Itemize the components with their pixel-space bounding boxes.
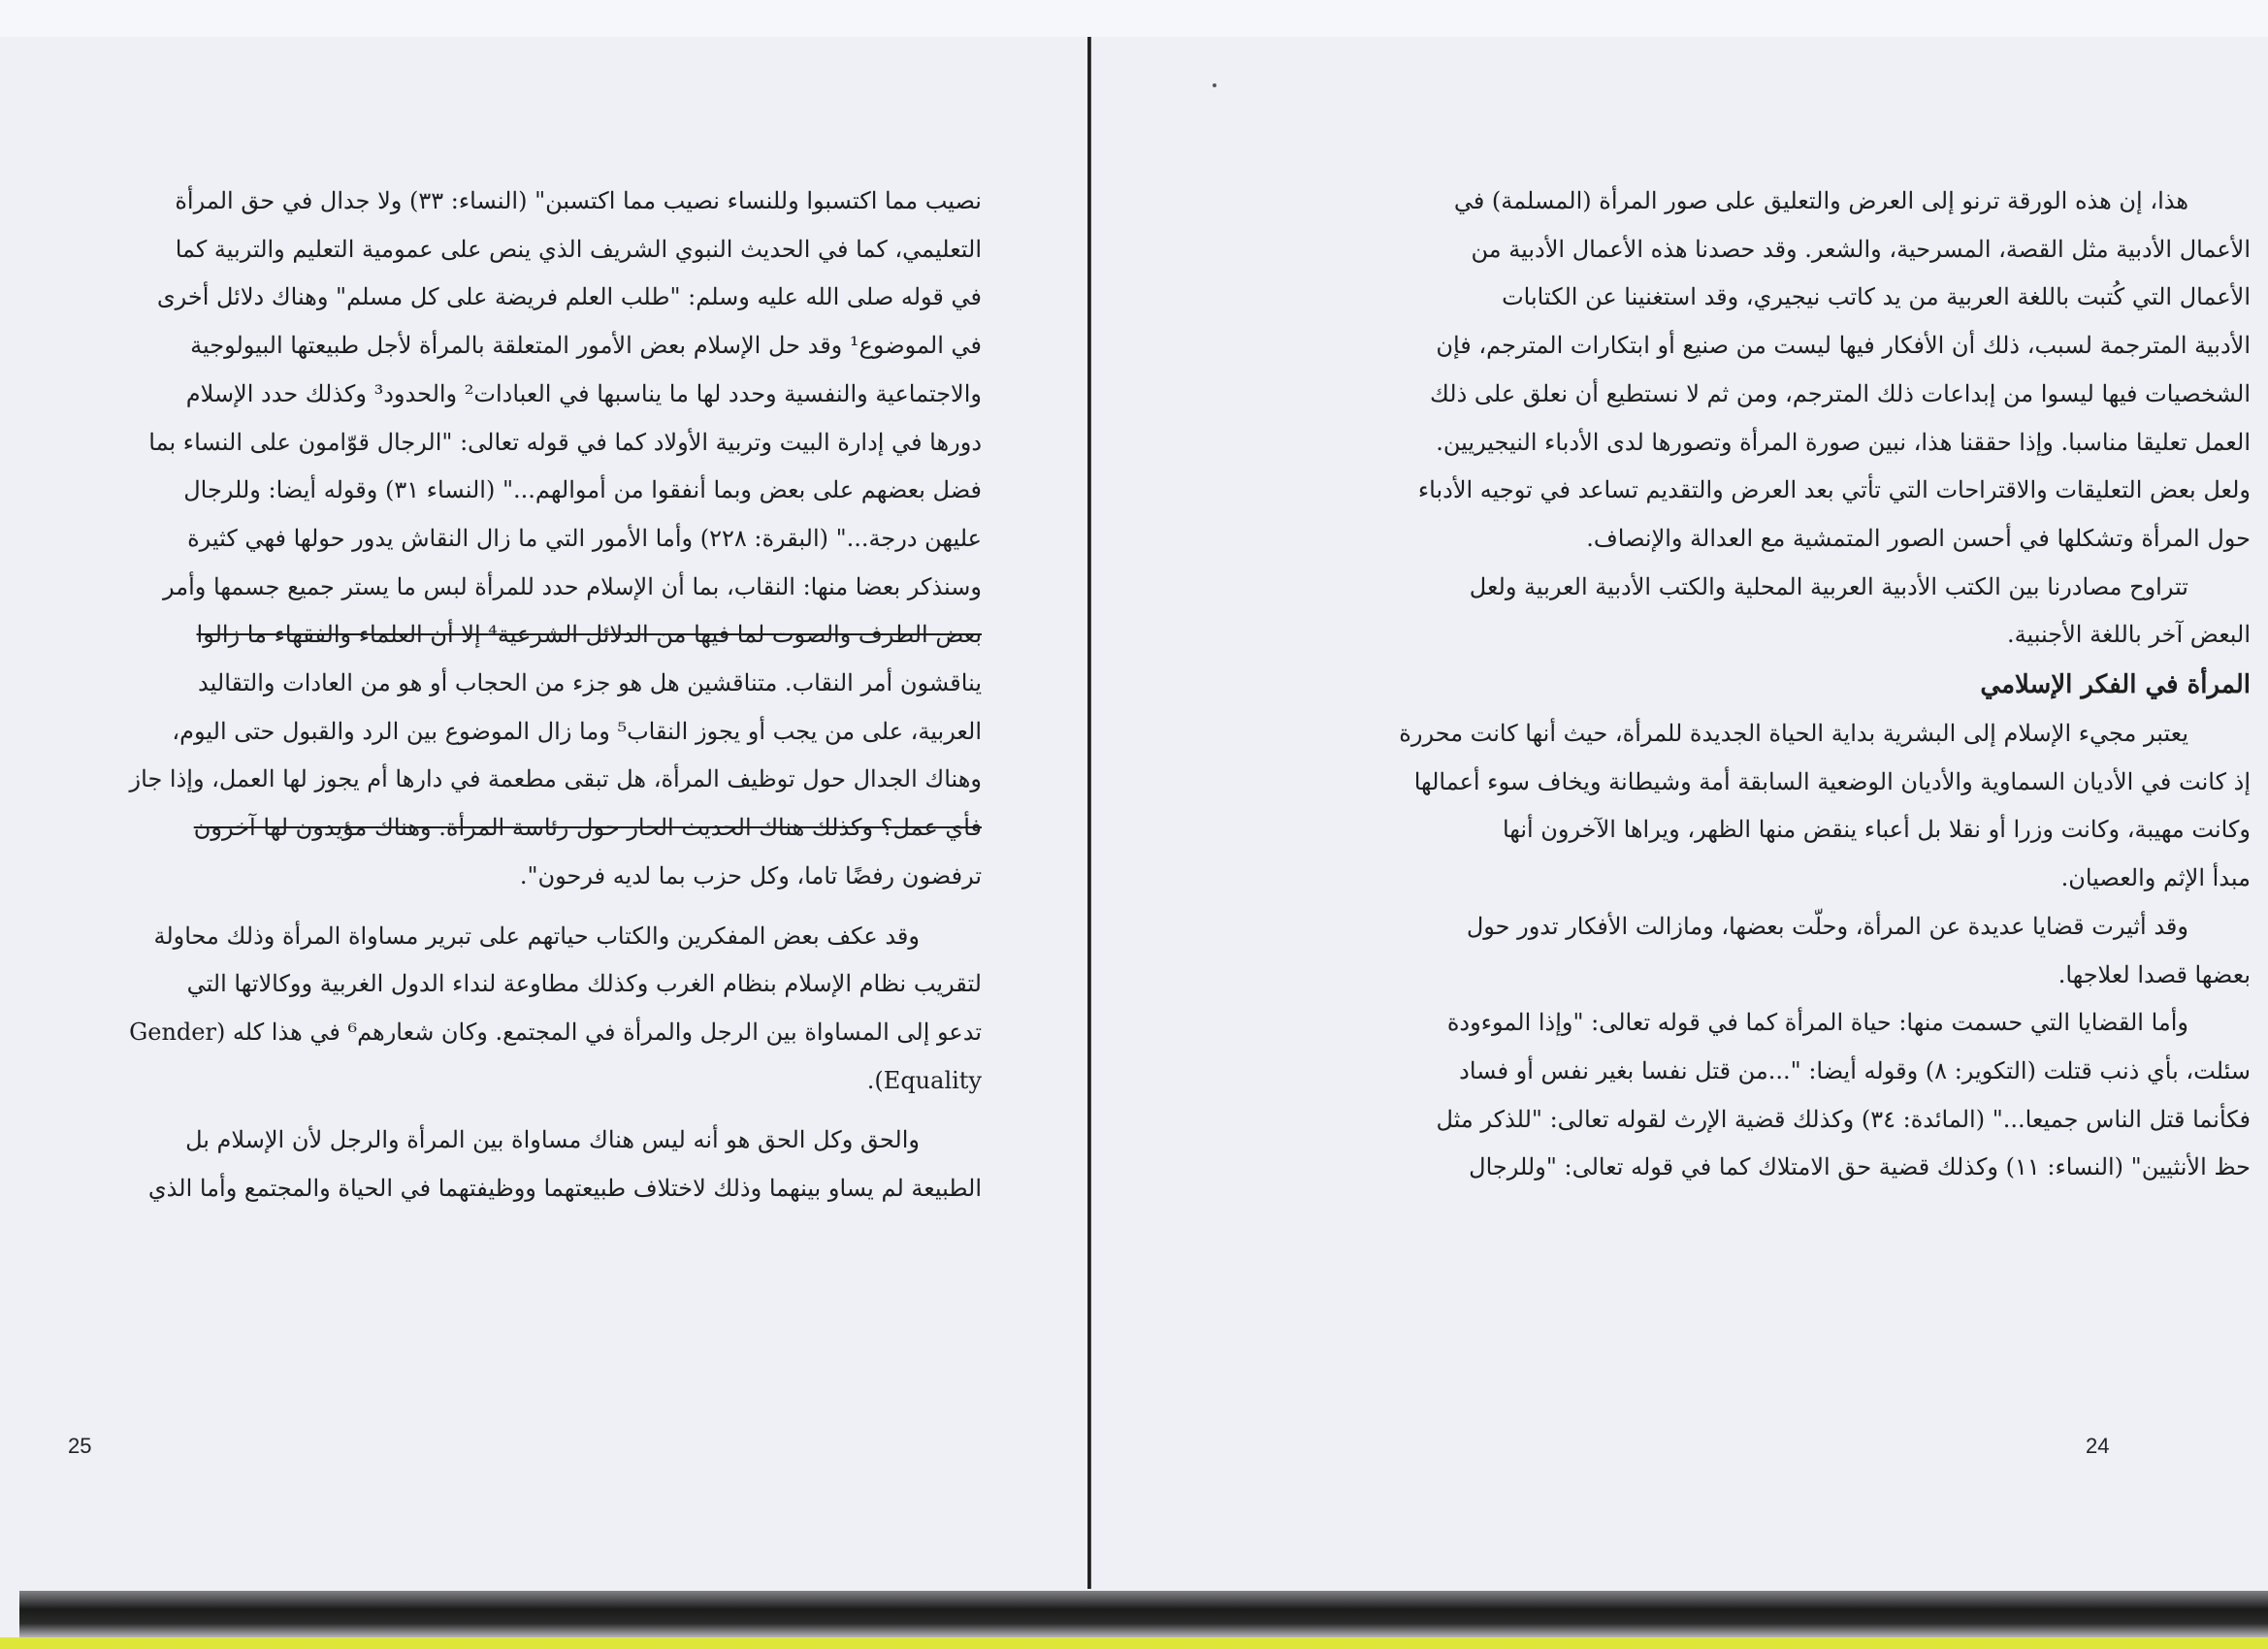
text-line: حول المرأة وتشكلها في أحسن الصور المتمشية مع العدالة والإنصاف. bbox=[1586, 524, 2251, 552]
page-25-text bbox=[66, 178, 982, 1213]
text-line: فضل بعضهم على بعض وبما أنفقوا من أموالهم..." (النساء ٣١) وقوله أيضا: وللرجال bbox=[183, 476, 982, 504]
text-line-struck: فأي عمل؟ وكذلك هناك الحديث الحار حول رئاسة المرأة. وهناك مؤيدون لها آخرون bbox=[193, 814, 982, 842]
page-25 bbox=[0, 37, 1090, 1577]
page-24-text bbox=[1209, 178, 2251, 1192]
text-line: فكأنما قتل الناس جميعا..." (المائدة: ٣٤) وكذلك قضية الإرث لقوله تعالى: "للذكر مثل bbox=[1436, 1105, 2251, 1133]
text-line: والحق وكل الحق هو أنه ليس هناك مساواة بين المرأة والرجل لأن الإسلام بل bbox=[185, 1126, 920, 1154]
text-line: حظ الأنثيين" (النساء: ١١) وكذلك قضية حق الامتلاك كما في قوله تعالى: "وللرجال bbox=[1469, 1153, 2251, 1181]
text-line: ولعل بعض التعليقات والاقتراحات التي تأتي بعد العرض والتقديم تساعد في توجيه الأدباء bbox=[1417, 476, 2251, 504]
text-line: هذا، إن هذه الورقة ترنو إلى العرض والتعليق على صور المرأة (المسلمة) في bbox=[1453, 187, 2188, 214]
page-number: 25 bbox=[68, 1434, 92, 1458]
text-line: وقد أثيرت قضايا عديدة عن المرأة، وحلّت بعضها، ومازالت الأفكار تدور حول bbox=[1466, 912, 2188, 940]
text-line: لتقريب نظام الإسلام بنظام الغرب وكذلك مطاوعة لنداء الدول الغربية ووكالاتها التي bbox=[186, 970, 982, 998]
text-line: وأما القضايا التي حسمت منها: حياة المرأة كما في قوله تعالى: "وإذا الموءودة bbox=[1446, 1009, 2188, 1037]
text-line: Equality). bbox=[866, 1066, 982, 1094]
text-line: البعض آخر باللغة الأجنبية. bbox=[2007, 621, 2251, 649]
text-line: بعضها قصدا لعلاجها. bbox=[2057, 960, 2251, 988]
text-line: عليهن درجة..." (البقرة: ٢٢٨) وأما الأمور التي ما زال النقاش يدور حولها فهي كثيرة bbox=[187, 524, 982, 552]
text-line: سئلت، بأي ذنب قتلت (التكوير: ٨) وقوله أيضا: "...من قتل نفسا بغير نفس أو فساد bbox=[1459, 1056, 2251, 1084]
text-line: الأعمال الأدبية مثل القصة، المسرحية، والشعر. وقد حصدنا هذه الأعمال الأدبية من bbox=[1471, 235, 2251, 263]
text-line: تتراوح مصادرنا بين الكتب الأدبية العربية المحلية والكتب الأدبية العربية ولعل bbox=[1469, 572, 2188, 600]
text-line: الشخصيات فيها ليسوا من إبداعات ذلك المترجم، ومن ثم لا نستطيع أن نعلق على ذلك bbox=[1430, 379, 2251, 407]
text-line: الأعمال التي كُتبت باللغة العربية من يد كاتب نيجيري، وقد استغنينا عن الكتابات bbox=[1502, 283, 2251, 311]
scan-top-margin bbox=[0, 0, 2268, 37]
text-line: والاجتماعية والنفسية وحدد لها ما يناسبها في العبادات² والحدود³ وكذلك حدد الإسلام bbox=[185, 379, 982, 407]
section-heading: المرأة في الفكر الإسلامي bbox=[1980, 670, 2251, 700]
scan-speck bbox=[1213, 83, 1216, 87]
text-line: ترفضون رفضًا تاما، وكل حزب بما لديه فرحون". bbox=[519, 861, 982, 889]
book-spine bbox=[1087, 37, 1091, 1589]
text-line: وهناك الجدال حول توظيف المرأة، هل تبقى مطعمة في دارها أم يجوز لها العمل، وإذا جاز bbox=[129, 765, 982, 793]
text-line: إذ كانت في الأديان السماوية والأديان الوضعية السابقة أمة وشيطانة ويخاف سوء أعمالها bbox=[1413, 767, 2251, 795]
text-line: العمل تعليقا مناسبا. وإذا حققنا هذا، نبين صورة المرأة وتصورها لدى الأدباء النيجيريين. bbox=[1436, 428, 2251, 456]
text-line: يناقشون أمر النقاب. متناقشين هل هو جزء من الحجاب أو هو من العادات والتقاليد bbox=[198, 669, 982, 697]
page-24 bbox=[1092, 37, 2268, 1577]
text-line: وكانت مهيبة، وكانت وزرا أو نقلا بل أعباء ينقض منها الظهر، ويراها الآخرون أنها bbox=[1502, 816, 2251, 844]
text-line: في قوله صلى الله عليه وسلم: "طلب العلم فريضة على كل مسلم" وهناك دلائل أخرى bbox=[156, 283, 982, 311]
text-line: الأدبية المترجمة لسبب، ذلك أن الأفكار فيها ليست من صنيع أو ابتكارات المترجم، فإن bbox=[1436, 332, 2251, 360]
text-line: في الموضوع¹ وقد حل الإسلام بعض الأمور المتعلقة بالمرأة لأجل طبيعتها البيولوجية bbox=[190, 332, 982, 360]
text-line: نصيب مما اكتسبوا وللنساء نصيب مما اكتسبن" (النساء: ٣٣) ولا جدال في حق المرأة bbox=[175, 187, 982, 214]
text-line: مبدأ الإثم والعصيان. bbox=[2060, 864, 2251, 892]
page-number: 24 bbox=[2086, 1434, 2110, 1458]
text-line: دورها في إدارة البيت وتربية الأولاد كما في قوله تعالى: "الرجال قوّامون على النساء بما bbox=[148, 428, 982, 456]
text-line: وسنذكر بعضا منها: النقاب، بما أن الإسلام حدد للمرأة لبس ما يستر جميع جسمها وأمر bbox=[163, 572, 982, 600]
text-line: التعليمي، كما في الحديث النبوي الشريف الذي ينص على عمومية التعليم والتربية كما bbox=[175, 235, 982, 263]
text-line: الطبيعة لم يساو بينهما وذلك لاختلاف طبيعتهما ووظيفتهما في الحياة والمجتمع وأما الذي bbox=[147, 1175, 982, 1203]
scan-yellow-edge bbox=[0, 1637, 2268, 1649]
text-line: يعتبر مجيء الإسلام إلى البشرية بداية الحياة الجديدة للمرأة، حيث أنها كانت محررة bbox=[1399, 720, 2188, 748]
text-line: وقد عكف بعض المفكرين والكتاب حياتهم على تبرير مساواة المرأة وذلك محاولة bbox=[153, 922, 920, 950]
text-line: تدعو إلى المساواة بين الرجل والمرأة في المجتمع. وكان شعارهم⁶ في هذا كله (Gender bbox=[129, 1018, 982, 1046]
text-line: العربية، على من يجب أو يجوز النقاب⁵ وما زال الموضوع بين الرد والقبول حتى اليوم، bbox=[172, 717, 982, 745]
text-line-struck: بعض الطرف والصوت لما فيها من الدلائل الشرعية⁴ إلا أن العلماء والفقهاء ما زالوا bbox=[196, 621, 982, 649]
scan-bottom-shadow bbox=[19, 1591, 2268, 1637]
